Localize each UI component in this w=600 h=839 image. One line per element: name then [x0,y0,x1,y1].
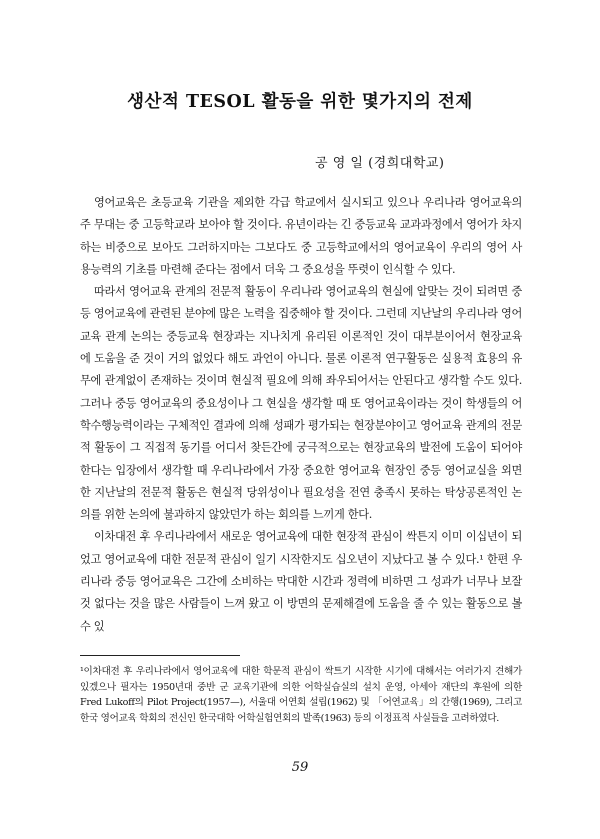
page-number: 59 [291,760,309,775]
footnote-divider [80,655,240,656]
paragraph: 따라서 영어교육 관계의 전문적 활동이 우리나라 영어교육의 현실에 알맞는 것이 되려면 중등 영어교육에 관련된 분야에 많은 노력을 집중해야 할 것이다. 그런데 지난날의 우리나라 영어교육 관계 논의는 중등교육 현장과는 지나치게 유리된 이론적인 것이 대부분이어서 현장교육에 도움을 준 것이 거의 없었다 해도 과언이 아니다. 물론 이론적 연구활동은 실용적 효용의 유무에 관계없이 존재하는 것이며 현실적 필요에 의해 좌우되어서는 안된다고 생각할 수도 있다. 그러나 중등 영어교육의 중요성이나 그 현실을 생각할 때 또 영어교육이라는 것이 학생들의 어학수행능력이라는 구체적인 결과에 의해 성패가 평가되는 현장분야이고 영어교육 관계의 전문적 활동이 그 직접적 동기를 어디서 찾든간에 궁극적으로는 현장교육의 발전에 도움이 되어야 한다는 입장에서 생각할 때 우리나라에서 가장 중요한 영어교육 현장인 중등 영어교실을 외면한 지난날의 전문적 활동은 현실적 당위성이나 필요성을 전연 충족시 못하는 탁상공론적인 논의를 위한 논의에 불과하지 않았던가 하는 회의를 느끼게 한다. [80,285,522,522]
article-title: 생산적 TESOL 활동을 위한 몇가지의 전제 [127,92,473,112]
body-text [80,192,522,638]
paragraph: 이차대전 후 우리나라에서 새로운 영어교육에 대한 현장적 관심이 싹튼지 이미 이십년이 되었고 영어교육에 대한 전문적 관심이 일기 시작한지도 십오년이 지났다고 볼 수 있다.¹ 한편 우리나라 중등 영어교육은 그간에 소비하는 막대한 시간과 정력에 비하면 그 성과가 너무나 보잘것 없다는 것을 많은 사람들이 느껴 왔고 이 방면의 문제해결에 도움을 줄 수 있는 활동으로 볼수 있 [80,530,522,633]
paragraph: 영어교육은 초등교육 기관을 제외한 각급 학교에서 실시되고 있으나 우리나라 영어교육의 주 무대는 중 고등학교라 보아야 할 것이다. 유년이라는 긴 중등교육 교과과정에서 영어가 차지하는 비중으로 보아도 그러하지마는 그보다도 중 고등학교에서의 영어교육이 우리의 영어 사용능력의 기초를 마련해 준다는 점에서 더욱 그 중요성을 뚜렷이 인식할 수 있다. [80,196,522,276]
author-line: 공 영 일 (경희대학교) [315,156,445,171]
footnote: ¹이차대전 후 우리나라에서 영어교육에 대한 학문적 관심이 싹트기 시작한 시기에 대해서는 여러가지 견해가 있겠으나 필자는 1950년대 중반 군 교육기관에 의한 어학실습실의 설치 운영, 아세아 재단의 후원에 의한 Fred Lukoff의 Pilot Project(1957—), 서울대 어연회 설립(1962) 및 「어연교육」의 간행(1969), 그리고 한국 영어교육 학회의 전신인 한국대학 어학실험연회의 발족(1963) 등의 이정표적 사실들을 고려하였다. [80,666,522,724]
